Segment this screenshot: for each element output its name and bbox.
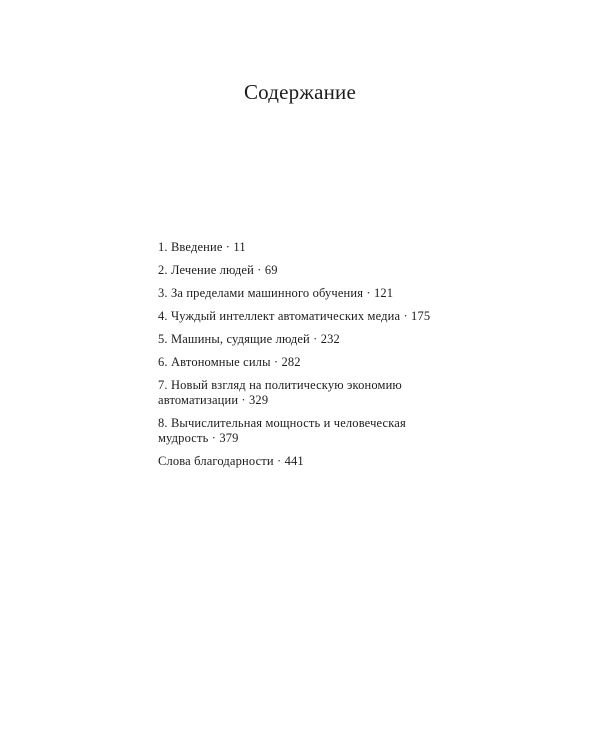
toc-entry-computing-power-wisdom — [158, 416, 448, 446]
toc-entry-text: 2. Лечение людей · 69 — [158, 263, 278, 277]
toc-entry-text: 4. Чуждый интеллект автоматических медиа · 175 — [158, 309, 431, 323]
toc-entry-text: 5. Машины, судящие людей · 232 — [158, 332, 340, 346]
page-title: Содержание — [243, 80, 357, 104]
toc-entry-text: Слова благодарности · 441 — [158, 454, 304, 468]
toc-entry-text: 8. Вычислительная мощность и человеческая — [158, 416, 406, 430]
toc-entry-machines-judging-people — [158, 332, 448, 347]
toc-entry-alien-intelligence — [158, 309, 448, 324]
toc-entry-healing-people — [158, 263, 448, 278]
toc-entry-text: 6. Автономные силы · 282 — [158, 355, 301, 369]
toc-entry-text-continued: автоматизации · 329 — [158, 393, 269, 407]
toc-entry-autonomous-forces — [158, 355, 448, 370]
toc-entry-text: 1. Введение · 11 — [158, 240, 246, 254]
toc-entry-introduction — [158, 240, 448, 255]
toc-entry-text: 3. За пределами машинного обучения · 121 — [158, 286, 394, 300]
toc-entry-text-continued: мудрость · 379 — [158, 431, 239, 445]
toc-entry-text: 7. Новый взгляд на политическую экономию — [158, 378, 402, 392]
table-of-contents — [158, 240, 448, 477]
toc-entry-political-economy — [158, 378, 448, 408]
toc-entry-acknowledgements — [158, 454, 448, 469]
toc-entry-beyond-machine-learning — [158, 286, 448, 301]
